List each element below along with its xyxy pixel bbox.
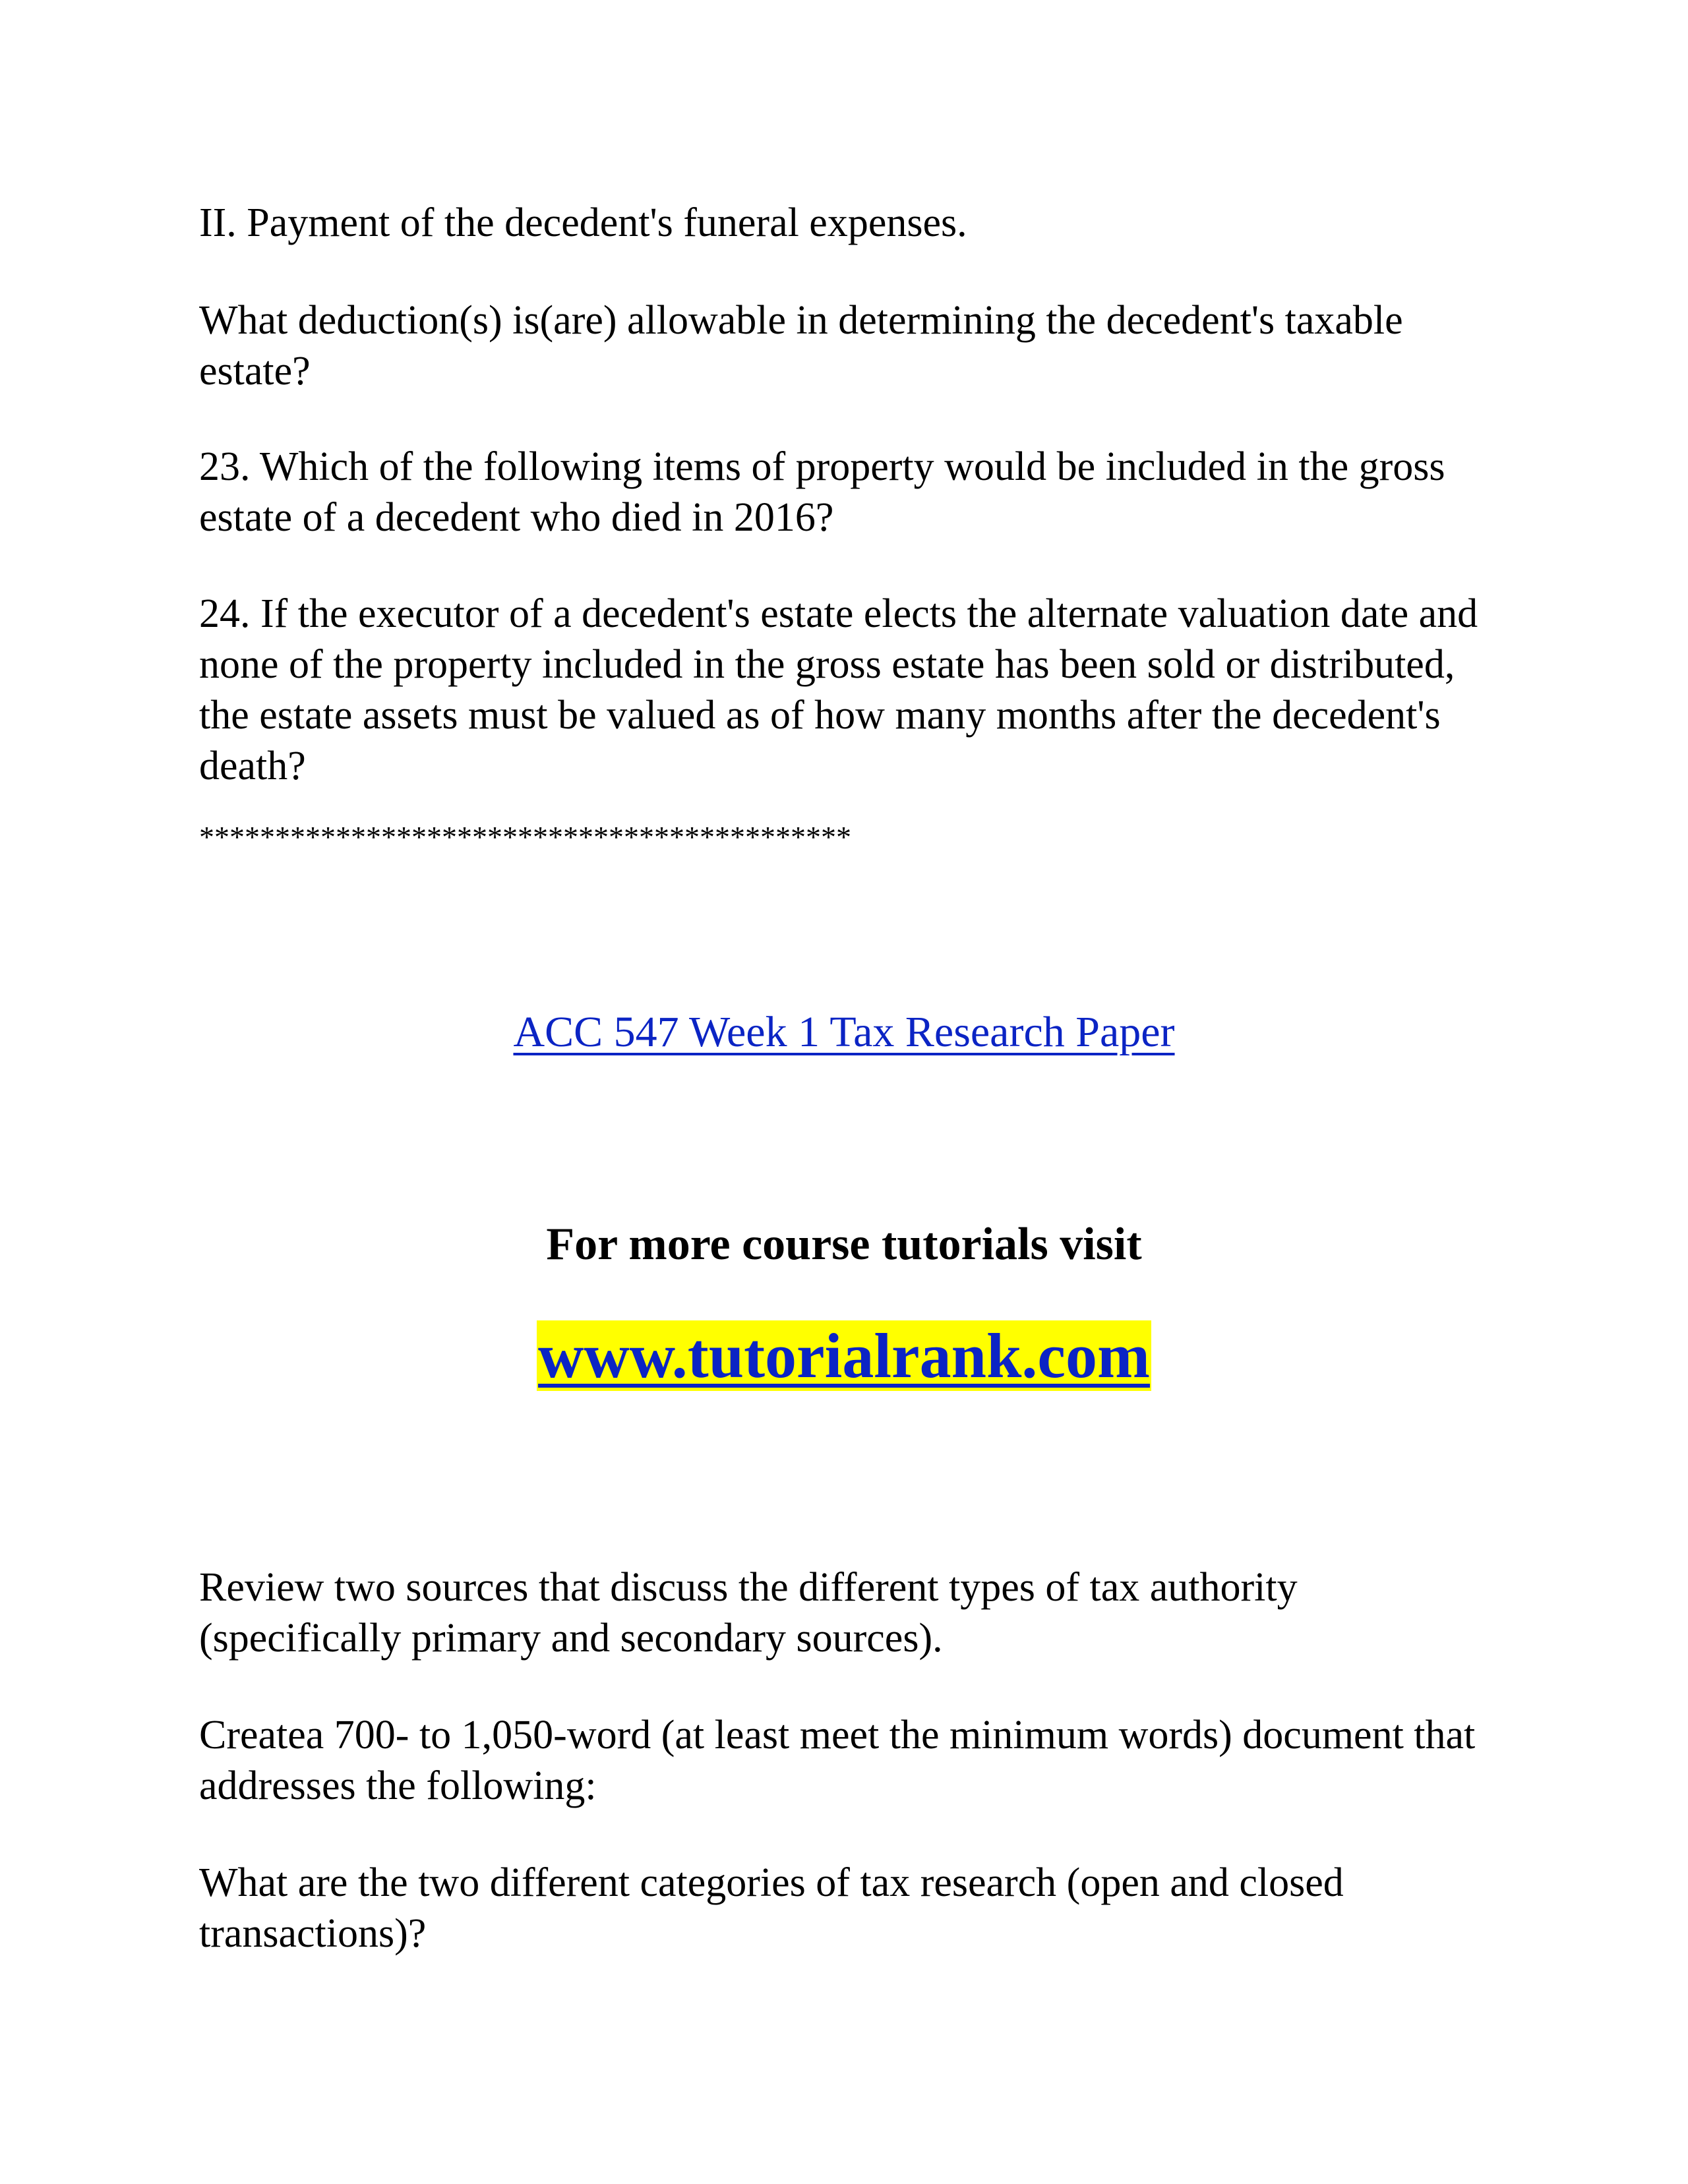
tax-research-paper-link[interactable]: ACC 547 Week 1 Tax Research Paper	[513, 1008, 1175, 1056]
paragraph-review-sources: Review two sources that discuss the different types of tax authority (specifically primary and secondary sources).	[199, 1565, 1298, 1661]
paragraph-create-document: Createa 700- to 1,050-word (at least meet the minimum words) document that addresses the following:	[199, 1713, 1476, 1808]
paragraph-funeral-expenses: II. Payment of the decedent's funeral expenses.	[199, 200, 967, 245]
question-23: 23. Which of the following items of property would be included in the gross estate of a decedent who died in 2016?	[199, 444, 1445, 540]
site-link-container	[0, 1320, 1688, 1392]
visit-text: For more course tutorials visit	[546, 1219, 1142, 1270]
paragraph-categories-question: What are the two different categories of tax research (open and closed transactions)?	[199, 1860, 1344, 1956]
tax-research-paper-heading	[0, 1006, 1688, 1059]
separator-asterisks: *******************************************	[199, 820, 851, 854]
tutorialrank-link[interactable]: www.tutorialrank.com	[538, 1320, 1150, 1391]
question-24: 24. If the executor of a decedent's estate elects the alternate valuation date and none of the property included in the gross estate has been sold or distributed, the estate assets must be valued as of how many months after the decedent's death?	[199, 591, 1478, 788]
paragraph-deductions-question: What deduction(s) is(are) allowable in determining the decedent's taxable estate?	[199, 298, 1403, 394]
